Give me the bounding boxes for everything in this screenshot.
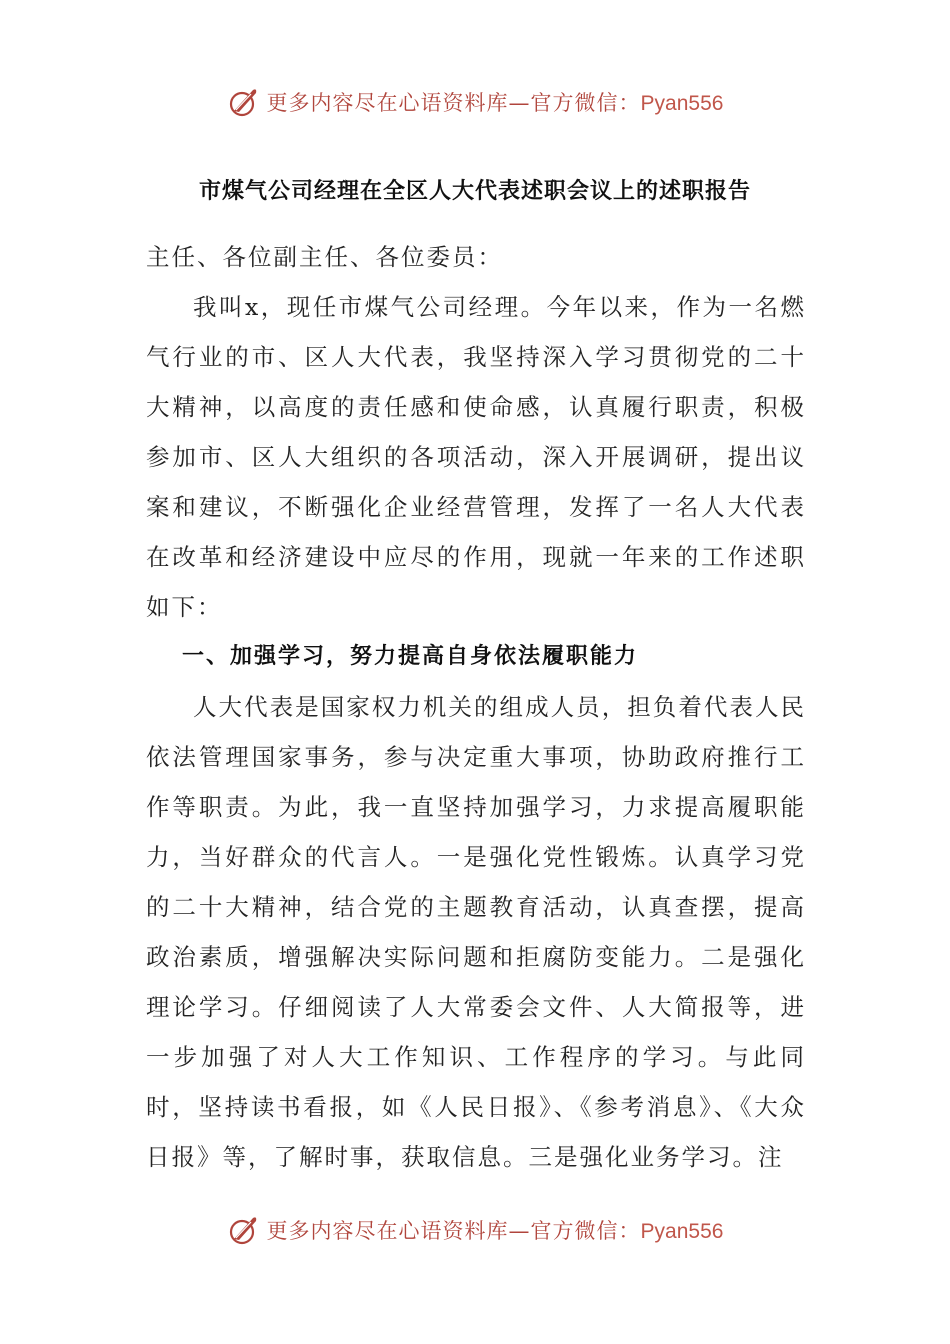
section-1-paragraph: 人大代表是国家权力机关的组成人员，担负着代表人民依法管理国家事务，参与决定重大事项，协助政府推行工作等职责。为此，我一直坚持加强学习，力求提高履职能力，当好群众的代言人。一是强化党性锻炼。认真学习党的二十大精神，结合党的主题教育活动，认真查摆，提高政治素质，增强解决实际问题和拒腐防变能力。二是强化理论学习。仔细阅读了人大常委会文件、人大简报等，进一步加强了对人大工作知识、工作程序的学习。与此同时，坚持读书看报，如《人民日报》、《参考消息》、《大众日报》等，了解时事，获取信息。三是强化业务学习。注 [146,693,806,1171]
watermark-text [267,1215,724,1245]
watermark-wechat-handle: Pyan556 [640,92,724,115]
section-heading-1: 一、加强学习，努力提高自身依法履职能力 [182,644,639,669]
document-title: 市煤气公司经理在全区人大代表述职会议上的述职报告 [198,179,751,204]
watermark-wechat-label: 官方微信： [530,1219,641,1243]
watermark-wechat-label: 官方微信： [530,91,641,115]
watermark-separator: — [508,91,531,115]
quill-pen-circle-icon [227,85,261,119]
salutation: 主任、各位副主任、各位委员： [146,243,503,271]
quill-pen-circle-icon [227,1213,261,1247]
watermark-separator: — [508,1219,531,1243]
watermark-banner-bottom [0,1208,950,1252]
watermark-brand: 更多内容尽在心语资料库 [266,1219,509,1243]
intro-paragraph: 我叫x，现任市煤气公司经理。今年以来，作为一名燃气行业的市、区人大代表，我坚持深入学习贯彻党的二十大精神，以高度的责任感和使命感，认真履行职责，积极参加市、区人大组织的各项活动，深入开展调研，提出议案和建议，不断强化企业经营管理，发挥了一名人大代表在改革和经济建设中应尽的作用，现就一年来的工作述职如下： [146,293,806,621]
watermark-text [267,87,724,117]
watermark-brand: 更多内容尽在心语资料库 [266,91,509,115]
watermark-banner-top [0,80,950,124]
watermark-wechat-handle: Pyan556 [640,1220,724,1243]
document-body [146,232,806,1182]
